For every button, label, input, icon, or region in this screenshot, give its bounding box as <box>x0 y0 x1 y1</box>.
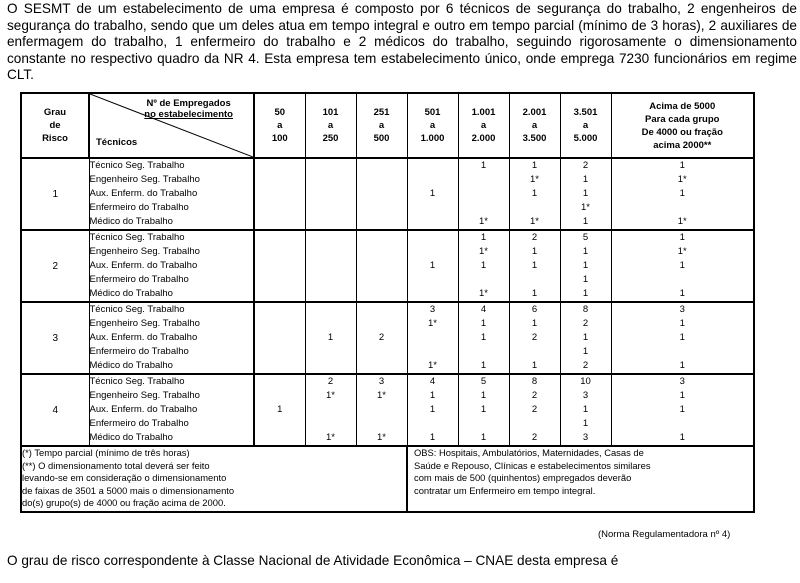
header-col-line: a <box>378 120 385 131</box>
header-col-line: 500 <box>373 133 390 144</box>
value-cell: 1* <box>407 317 458 331</box>
value-cell: 2 <box>305 374 356 389</box>
value-cell: 1 <box>509 359 560 374</box>
table-row <box>21 345 754 359</box>
header-col-251-500 <box>356 93 407 158</box>
tecnico-label: Aux. Enferm. do Trabalho <box>89 187 254 201</box>
value-cell: 1 <box>407 259 458 273</box>
header-col-2001-3500 <box>509 93 560 158</box>
value-cell: 1* <box>458 287 509 302</box>
value-cell <box>356 273 407 287</box>
value-cell <box>356 403 407 417</box>
value-cell <box>356 302 407 317</box>
value-cell <box>305 187 356 201</box>
header-col-101-250 <box>305 93 356 158</box>
value-cell: 1* <box>611 173 754 187</box>
value-cell <box>305 302 356 317</box>
table-row <box>21 259 754 273</box>
value-cell <box>305 201 356 215</box>
header-col-line: a <box>480 120 487 131</box>
value-cell <box>407 230 458 245</box>
header-col-1001-2000 <box>458 93 509 158</box>
value-cell <box>254 158 305 173</box>
table-row <box>21 389 754 403</box>
note-line: (**) O dimensionamento total deverá ser feito <box>22 459 210 471</box>
value-cell <box>356 317 407 331</box>
value-cell: 1 <box>407 403 458 417</box>
header-col-line: 2.001 <box>522 107 547 118</box>
value-cell: 2 <box>509 230 560 245</box>
table-row <box>21 359 754 374</box>
value-cell <box>254 359 305 374</box>
table-row <box>21 302 754 317</box>
header-col-line: De 4000 ou fração <box>641 126 723 138</box>
value-cell <box>356 359 407 374</box>
value-cell: 2 <box>560 158 611 173</box>
value-cell <box>509 201 560 215</box>
value-cell <box>407 273 458 287</box>
table-row <box>21 403 754 417</box>
header-col-line: 1.001 <box>471 107 496 118</box>
value-cell: 1* <box>356 431 407 446</box>
value-cell <box>407 158 458 173</box>
table-row <box>21 245 754 259</box>
value-cell <box>254 431 305 446</box>
question-text: O grau de risco correspondente à Classe Nacional de Atividade Econômica – CNAE desta empresa é <box>7 553 619 568</box>
value-cell: 1* <box>458 245 509 259</box>
value-cell: 2 <box>509 331 560 345</box>
value-cell: 2 <box>560 317 611 331</box>
header-empregados: Nº de Empregados no estabelecimento <box>144 98 233 120</box>
value-cell: 10 <box>560 374 611 389</box>
tecnico-label: Enfermeiro do Trabalho <box>89 273 254 287</box>
value-cell <box>407 331 458 345</box>
tecnico-label: Aux. Enferm. do Trabalho <box>89 403 254 417</box>
value-cell <box>305 158 356 173</box>
value-cell: 3 <box>611 302 754 317</box>
value-cell: 1 <box>560 345 611 359</box>
value-cell <box>407 287 458 302</box>
table-row <box>21 317 754 331</box>
value-cell: 2 <box>509 403 560 417</box>
header-col-line: a <box>429 120 436 131</box>
value-cell: 1* <box>305 389 356 403</box>
value-cell <box>407 201 458 215</box>
value-cell: 1 <box>509 259 560 273</box>
value-cell: 1 <box>560 287 611 302</box>
value-cell: 1 <box>560 403 611 417</box>
value-cell: 1 <box>611 389 754 403</box>
value-cell <box>254 345 305 359</box>
header-col-line: 1.000 <box>420 133 445 144</box>
table-row <box>21 417 754 431</box>
value-cell: 1 <box>560 173 611 187</box>
tecnico-label: Técnico Seg. Trabalho <box>89 302 254 317</box>
value-cell: 2 <box>509 389 560 403</box>
value-cell <box>305 245 356 259</box>
nr4-dimensioning-table <box>20 92 755 513</box>
value-cell <box>356 201 407 215</box>
header-col-line: acima 2000** <box>653 139 712 151</box>
value-cell <box>254 259 305 273</box>
value-cell <box>305 173 356 187</box>
grau-risco-cell: 2 <box>21 230 89 302</box>
header-col-line: 101 <box>322 107 339 118</box>
value-cell: 1 <box>509 287 560 302</box>
value-cell: 1 <box>611 403 754 417</box>
header-col-line: Acima de 5000 <box>649 100 716 112</box>
note-line: de faixas de 3501 a 5000 mais o dimensionamento <box>22 484 235 496</box>
header-col-line: 3.501 <box>573 107 598 118</box>
tecnico-label: Médico do Trabalho <box>89 215 254 230</box>
value-cell: 1* <box>407 359 458 374</box>
value-cell: 1 <box>560 259 611 273</box>
value-cell: 1 <box>611 259 754 273</box>
value-cell: 1 <box>254 403 305 417</box>
header-col-line: 5.000 <box>573 133 598 144</box>
tecnico-label: Engenheiro Seg. Trabalho <box>89 317 254 331</box>
tecnico-label: Enfermeiro do Trabalho <box>89 417 254 431</box>
norma-reference: (Norma Regulamentadora nº 4) <box>598 529 731 540</box>
value-cell <box>407 245 458 259</box>
value-cell <box>305 259 356 273</box>
value-cell <box>305 417 356 431</box>
header-col-line: 251 <box>373 107 390 118</box>
header-col-line: 100 <box>271 133 288 144</box>
value-cell: 1 <box>458 158 509 173</box>
value-cell: 1* <box>509 215 560 230</box>
value-cell <box>356 158 407 173</box>
header-col-50-100 <box>254 93 305 158</box>
value-cell <box>458 273 509 287</box>
value-cell: 3 <box>356 374 407 389</box>
value-cell <box>254 230 305 245</box>
tecnico-label: Técnico Seg. Trabalho <box>89 158 254 173</box>
value-cell: 2 <box>560 359 611 374</box>
tecnico-label: Enfermeiro do Trabalho <box>89 345 254 359</box>
header-col-line: 501 <box>424 107 441 118</box>
tecnico-label: Médico do Trabalho <box>89 359 254 374</box>
note-line: contratar um Enfermeiro em tempo integral. <box>414 484 596 496</box>
header-grau-risco: Grau de Risco <box>21 93 89 158</box>
value-cell <box>611 201 754 215</box>
value-cell <box>254 215 305 230</box>
header-col-line: a <box>277 120 283 131</box>
header-col-acima-5000 <box>611 93 754 158</box>
value-cell: 2 <box>509 431 560 446</box>
value-cell <box>305 287 356 302</box>
note-line: do(s) grupo(s) de 4000 ou fração acima de 2000. <box>22 497 226 509</box>
value-cell: 3 <box>407 302 458 317</box>
value-cell: 5 <box>458 374 509 389</box>
value-cell: 2 <box>356 331 407 345</box>
header-col-line: a <box>582 120 589 131</box>
value-cell: 1 <box>407 431 458 446</box>
value-cell: 1 <box>560 245 611 259</box>
header-col-line: 3.500 <box>522 133 547 144</box>
table-row <box>21 230 754 245</box>
tecnico-label: Médico do Trabalho <box>89 431 254 446</box>
value-cell <box>254 273 305 287</box>
value-cell: 1 <box>611 431 754 446</box>
table-row <box>21 173 754 187</box>
header-col-line: a <box>327 120 334 131</box>
value-cell: 1 <box>509 158 560 173</box>
value-cell: 1 <box>407 187 458 201</box>
value-cell: 3 <box>611 374 754 389</box>
value-cell <box>254 201 305 215</box>
table-row <box>21 215 754 230</box>
value-cell <box>407 417 458 431</box>
value-cell <box>356 215 407 230</box>
value-cell <box>407 215 458 230</box>
value-cell: 1 <box>458 259 509 273</box>
value-cell <box>611 345 754 359</box>
value-cell <box>254 331 305 345</box>
value-cell: 1 <box>458 317 509 331</box>
value-cell: 1 <box>458 403 509 417</box>
header-col-line: Para cada grupo <box>645 113 720 125</box>
value-cell <box>305 215 356 230</box>
note-line: levando-se em consideração o dimensionamento <box>22 472 227 484</box>
tecnico-label: Engenheiro Seg. Trabalho <box>89 245 254 259</box>
table-row <box>21 374 754 389</box>
note-line: (*) Tempo parcial (mínimo de três horas) <box>22 447 190 458</box>
table-row <box>21 273 754 287</box>
note-line: com mais de 500 (quinhentos) empregados deverão <box>414 472 632 484</box>
value-cell <box>254 187 305 201</box>
value-cell <box>407 345 458 359</box>
value-cell <box>305 403 356 417</box>
tecnico-label: Aux. Enferm. do Trabalho <box>89 259 254 273</box>
value-cell <box>356 259 407 273</box>
note-line: OBS: Hospitais, Ambulatórios, Maternidades, Casas de <box>414 447 644 458</box>
value-cell: 1 <box>509 187 560 201</box>
header-tecnicos: Técnicos <box>96 137 138 148</box>
value-cell <box>254 302 305 317</box>
value-cell: 1 <box>560 187 611 201</box>
value-cell: 8 <box>509 374 560 389</box>
value-cell <box>458 345 509 359</box>
value-cell: 1* <box>509 173 560 187</box>
value-cell <box>356 187 407 201</box>
table-row <box>21 431 754 446</box>
value-cell <box>356 417 407 431</box>
value-cell: 1 <box>611 359 754 374</box>
value-cell: 1 <box>458 230 509 245</box>
value-cell: 8 <box>560 302 611 317</box>
header-col-line: 2.000 <box>471 133 496 144</box>
table-row <box>21 187 754 201</box>
value-cell: 1* <box>611 215 754 230</box>
value-cell: 1* <box>305 431 356 446</box>
table-row <box>21 158 754 173</box>
header-col-3501-5000 <box>560 93 611 158</box>
value-cell: 1* <box>356 389 407 403</box>
table-row <box>21 287 754 302</box>
value-cell <box>254 245 305 259</box>
value-cell: 1* <box>560 201 611 215</box>
value-cell <box>458 417 509 431</box>
tecnico-label: Engenheiro Seg. Trabalho <box>89 389 254 403</box>
value-cell: 1 <box>611 317 754 331</box>
tecnico-label: Enfermeiro do Trabalho <box>89 201 254 215</box>
value-cell: 1 <box>611 331 754 345</box>
header-col-line: 50 <box>274 107 286 118</box>
header-col-line: 250 <box>322 133 339 144</box>
tecnico-label: Médico do Trabalho <box>89 287 254 302</box>
tecnico-label: Técnico Seg. Trabalho <box>89 374 254 389</box>
value-cell <box>356 230 407 245</box>
value-cell <box>356 173 407 187</box>
value-cell: 1 <box>560 417 611 431</box>
value-cell <box>305 345 356 359</box>
value-cell: 5 <box>560 230 611 245</box>
value-cell <box>458 187 509 201</box>
intro-paragraph: O SESMT de um estabelecimento de uma empresa é composto por 6 técnicos de segurança do trabalho, 2 engenheiros de segurança do trabalho, sendo que um deles atua em tempo integral e outro em tempo parcial (mínimo de 3 horas), 2 auxiliares de enfermagem do trabalho, 1 enfermeiro do trabalho e 2 médicos do trabalho, seguindo rigorosamente o dimensionamento constante no respectivo quadro da NR 4. Esta empresa tem estabelecimento único, onde emprega 7230 funcionários em regime CLT. <box>7 1 797 83</box>
value-cell <box>254 389 305 403</box>
value-cell <box>254 287 305 302</box>
value-cell <box>611 417 754 431</box>
value-cell: 3 <box>560 389 611 403</box>
notes-footnotes <box>21 446 407 512</box>
note-line: Saúde e Repouso, Clínicas e estabelecimentos similares <box>414 459 651 471</box>
header-col-line: a <box>531 120 538 131</box>
value-cell: 1 <box>458 359 509 374</box>
value-cell <box>305 317 356 331</box>
value-cell: 1 <box>458 431 509 446</box>
value-cell <box>509 417 560 431</box>
value-cell <box>509 273 560 287</box>
value-cell: 1 <box>407 389 458 403</box>
grau-risco-cell: 4 <box>21 374 89 446</box>
tecnico-label: Engenheiro Seg. Trabalho <box>89 173 254 187</box>
header-diagonal-cell <box>89 93 254 158</box>
tecnico-label: Aux. Enferm. do Trabalho <box>89 331 254 345</box>
grau-risco-cell: 3 <box>21 302 89 374</box>
value-cell <box>356 245 407 259</box>
value-cell <box>611 273 754 287</box>
value-cell: 1 <box>611 158 754 173</box>
value-cell: 1* <box>458 215 509 230</box>
notes-obs <box>407 446 754 512</box>
value-cell: 6 <box>509 302 560 317</box>
value-cell <box>458 201 509 215</box>
value-cell: 1 <box>458 331 509 345</box>
tecnico-label: Técnico Seg. Trabalho <box>89 230 254 245</box>
value-cell: 4 <box>407 374 458 389</box>
value-cell: 1 <box>560 273 611 287</box>
value-cell: 1 <box>305 331 356 345</box>
table-row <box>21 331 754 345</box>
value-cell <box>356 287 407 302</box>
value-cell: 3 <box>560 431 611 446</box>
value-cell: 1 <box>560 215 611 230</box>
value-cell <box>305 359 356 374</box>
value-cell <box>458 173 509 187</box>
value-cell: 1 <box>611 230 754 245</box>
value-cell <box>254 173 305 187</box>
table-row <box>21 201 754 215</box>
grau-risco-cell: 1 <box>21 158 89 230</box>
value-cell <box>509 345 560 359</box>
value-cell: 1 <box>458 389 509 403</box>
value-cell: 1 <box>509 245 560 259</box>
value-cell <box>254 417 305 431</box>
value-cell <box>254 374 305 389</box>
value-cell <box>305 273 356 287</box>
value-cell: 1 <box>509 317 560 331</box>
value-cell <box>305 230 356 245</box>
value-cell: 1 <box>611 287 754 302</box>
value-cell <box>407 173 458 187</box>
value-cell: 1 <box>611 187 754 201</box>
value-cell <box>254 317 305 331</box>
header-col-501-1000 <box>407 93 458 158</box>
value-cell <box>356 345 407 359</box>
value-cell: 1 <box>560 331 611 345</box>
value-cell: 4 <box>458 302 509 317</box>
value-cell: 1* <box>611 245 754 259</box>
